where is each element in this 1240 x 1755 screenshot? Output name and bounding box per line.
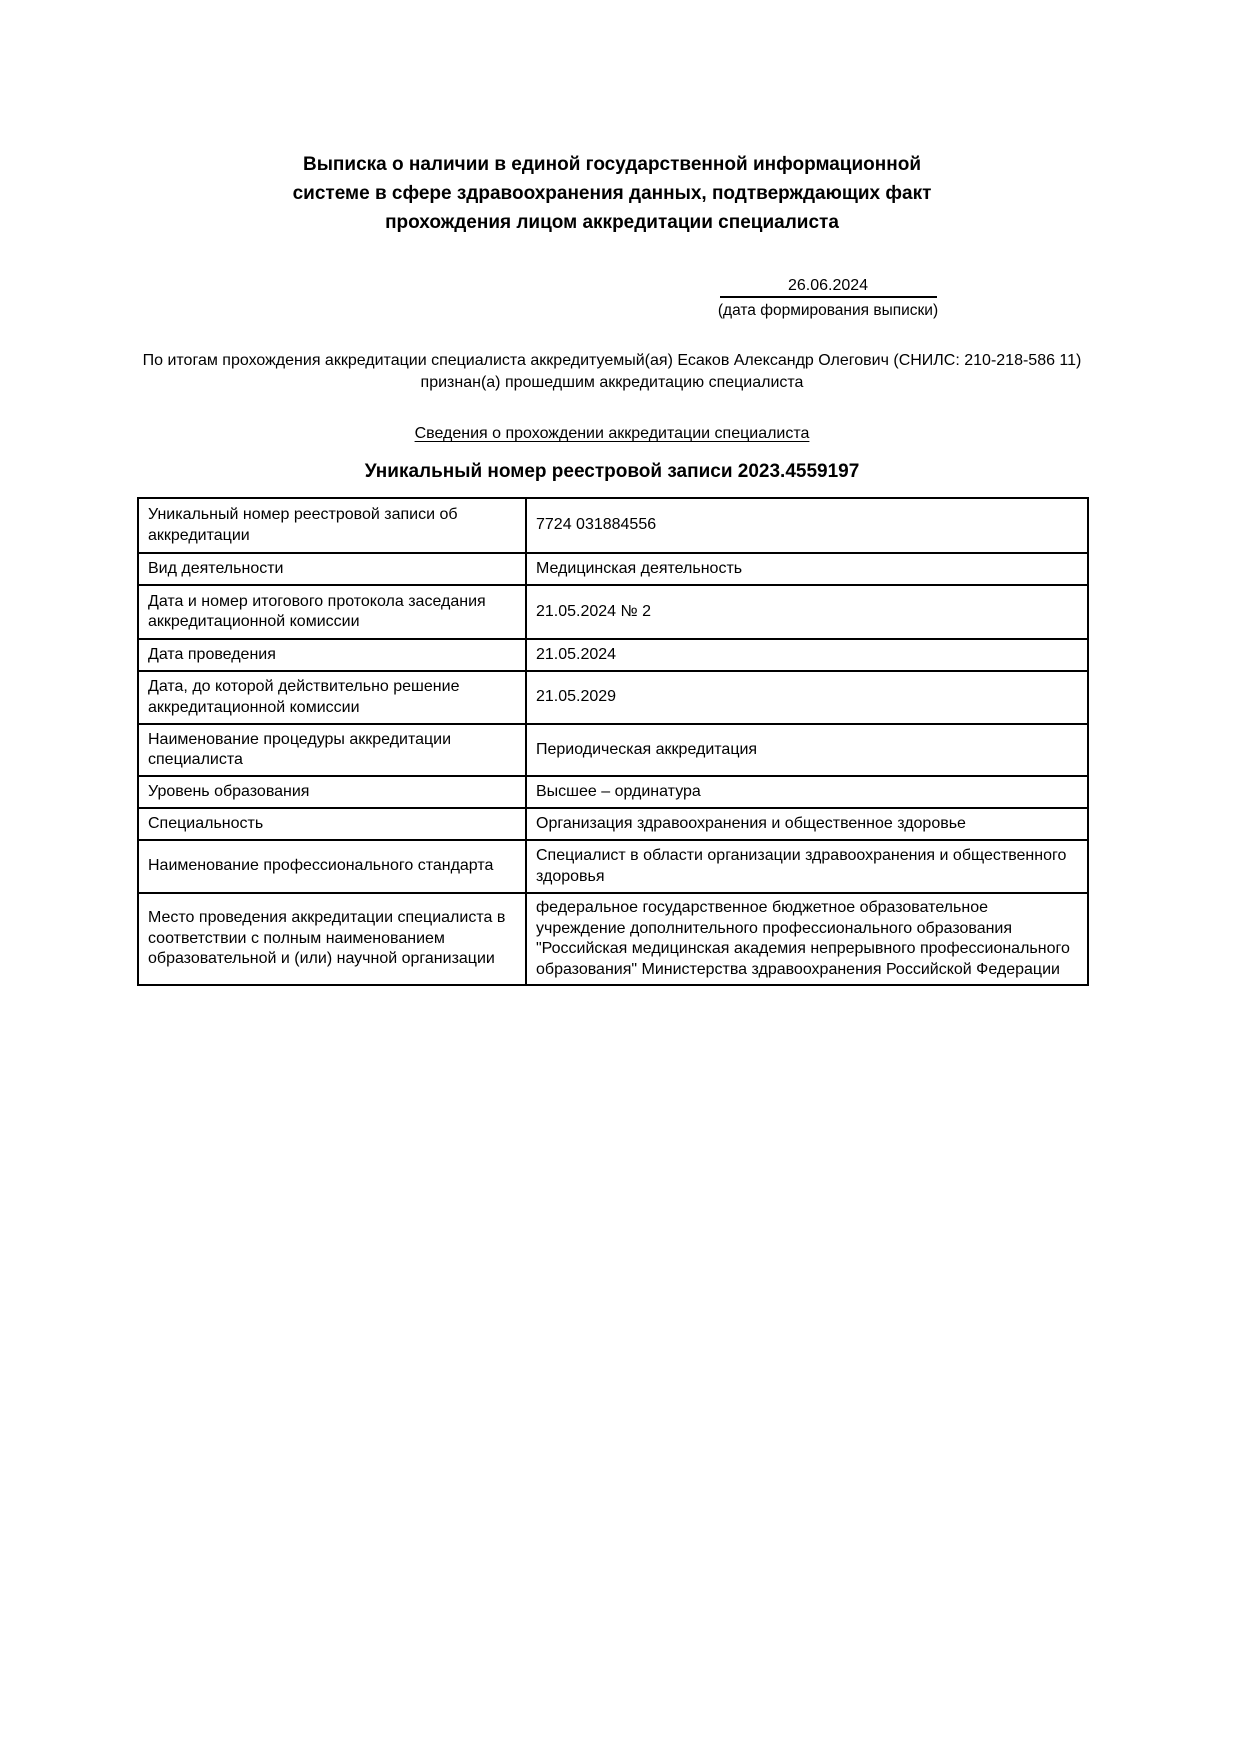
table-row xyxy=(138,498,1088,553)
accreditation-table xyxy=(137,497,1089,986)
field-value: Специалист в области организации здравоохранения и общественного здоровья xyxy=(526,840,1088,893)
field-label: Уникальный номер реестровой записи об аккредитации xyxy=(138,498,526,553)
table-row xyxy=(138,553,1088,585)
field-value: Периодическая аккредитация xyxy=(526,724,1088,776)
field-value: 21.05.2024 xyxy=(526,639,1088,671)
field-value: 21.05.2024 № 2 xyxy=(526,585,1088,639)
table-row xyxy=(138,808,1088,840)
formation-date-caption: (дата формирования выписки) xyxy=(717,302,939,319)
table-row xyxy=(138,724,1088,776)
table-row xyxy=(138,585,1088,639)
registry-record-heading: Уникальный номер реестровой записи 2023.4559197 xyxy=(364,461,860,482)
field-value: 7724 031884556 xyxy=(526,498,1088,553)
table-row xyxy=(138,893,1088,985)
field-label: Вид деятельности xyxy=(138,553,526,585)
field-label: Дата проведения xyxy=(138,639,526,671)
field-value: федеральное государственное бюджетное образовательное учреждение дополнительного профессионального образования "Российская медицинская академия непрерывного профессионального образования" Министерства здравоохранения Российской Федерации xyxy=(526,893,1088,985)
intro-line: По итогам прохождения аккредитации специалиста аккредитуемый(ая) Есаков Александр Олегович (СНИЛС: 210-218-586 11) xyxy=(142,352,1082,369)
field-label: Дата, до которой действительно решение аккредитационной комиссии xyxy=(138,671,526,724)
formation-date-block xyxy=(708,276,948,320)
table-row xyxy=(138,671,1088,724)
field-value: 21.05.2029 xyxy=(526,671,1088,724)
field-label: Уровень образования xyxy=(138,776,526,808)
document-content xyxy=(137,0,1087,986)
table-row xyxy=(138,840,1088,893)
document-title-line: системе в сфере здравоохранения данных, подтверждающих факт xyxy=(292,183,932,204)
field-label: Дата и номер итогового протокола заседания аккредитационной комиссии xyxy=(138,585,526,639)
table-row xyxy=(138,776,1088,808)
field-label: Место проведения аккредитации специалиста в соответствии с полным наименованием образовательной и (или) научной организации xyxy=(138,893,526,985)
table-row xyxy=(138,639,1088,671)
field-label: Специальность xyxy=(138,808,526,840)
formation-date: 26.06.2024 xyxy=(720,276,937,298)
document-title-line: Выписка о наличии в единой государственной информационной xyxy=(302,154,922,175)
intro-paragraph xyxy=(137,350,1087,394)
document-title xyxy=(137,150,1087,237)
field-label: Наименование процедуры аккредитации специалиста xyxy=(138,724,526,776)
field-value: Организация здравоохранения и общественное здоровье xyxy=(526,808,1088,840)
field-label: Наименование профессионального стандарта xyxy=(138,840,526,893)
intro-line: признан(а) прошедшим аккредитацию специалиста xyxy=(420,374,804,391)
field-value: Высшее – ординатура xyxy=(526,776,1088,808)
document-title-line: прохождения лицом аккредитации специалиста xyxy=(385,212,839,233)
section-heading: Сведения о прохождении аккредитации специалиста xyxy=(414,425,810,442)
field-value: Медицинская деятельность xyxy=(526,553,1088,585)
